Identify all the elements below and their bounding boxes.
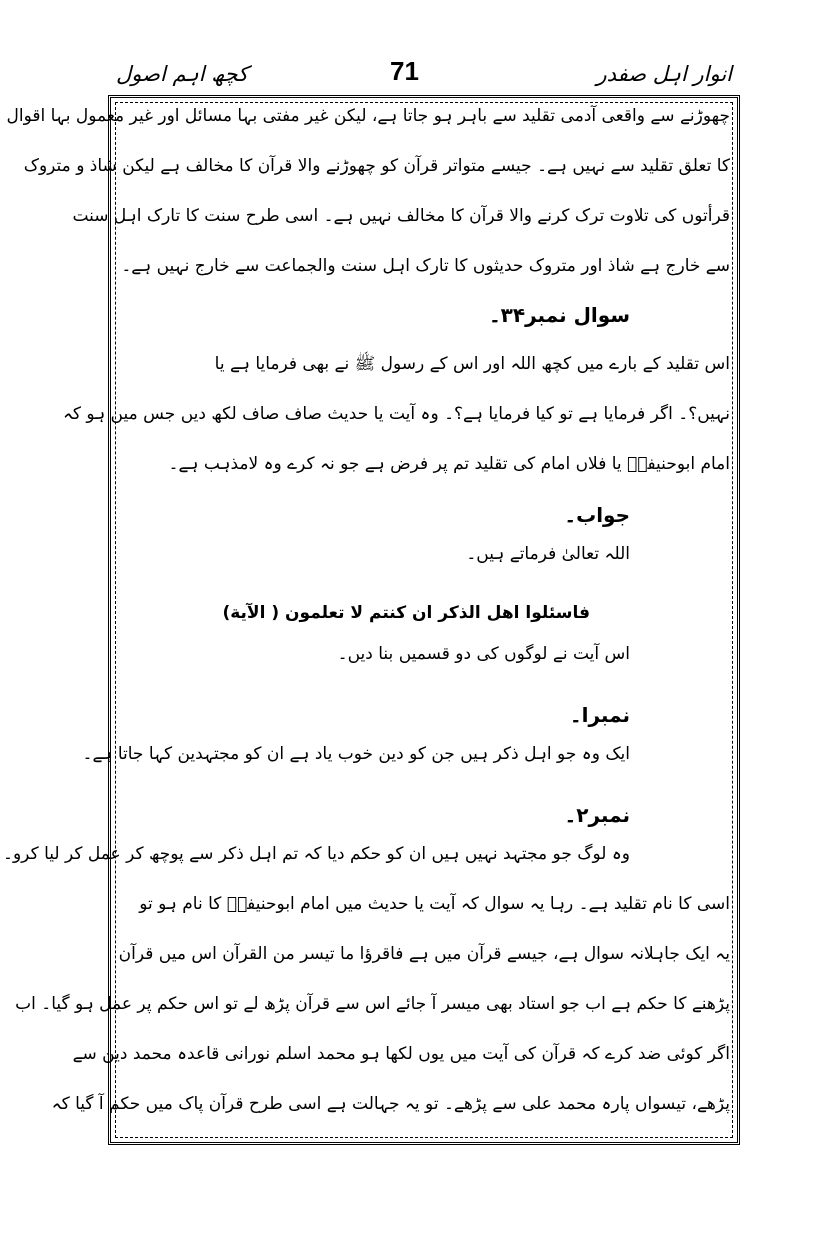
point-one-heading: نمبرا۔: [569, 703, 630, 727]
body-line: نہیں؟۔ اگر فرمایا ہے تو کیا فرمایا ہے؟۔ وہ آیت یا حدیث صاف صاف لکھ دیں جس میں ہو کہ: [62, 404, 730, 424]
body-line: اس آیت نے لوگوں کی دو قسمیں بنا دیں۔: [337, 644, 630, 664]
point-two-heading: نمبر۲۔: [564, 803, 630, 827]
body-line: اس تقلید کے بارے میں کچھ اللہ اور اس کے رسول ﷺ نے بھی فرمایا ہے یا: [214, 354, 730, 374]
chapter-title: کچھ اہم اصول: [116, 62, 249, 86]
body-line: امام ابوحنیفہؒ یا فلاں امام کی تقلید تم پر فرض ہے جو نہ کرے وہ لامذہب ہے۔: [168, 454, 730, 474]
body-line: چھوڑنے سے واقعی آدمی تقلید سے باہر ہو جاتا ہے، لیکن غیر مفتی بہا مسائل اور غیر معمول بہا اقوال: [6, 106, 730, 126]
quranic-verse: فاسئلوا اهل الذكر ان كنتم لا تعلمون ( الآية): [222, 603, 590, 623]
body-line: یہ ایک جاہلانہ سوال ہے، جیسے قرآن میں ہے فاقرؤا ما تیسر من القرآن اس میں قرآن: [118, 944, 730, 964]
body-line: وہ لوگ جو مجتہد نہیں ہیں ان کو حکم دیا کہ تم اہل ذکر سے پوچھ کر عمل کر لیا کرو۔: [3, 844, 630, 864]
answer-heading: جواب۔: [564, 503, 630, 527]
body-line: پڑھنے کا حکم ہے اب جو استاد بھی میسر آ جائے اس سے قرآن پڑھ لے تو اس حکم پر عمل ہو گیا۔ اب: [15, 994, 730, 1014]
body-line: اگر کوئی ضد کرے کہ قرآن کی آیت میں یوں لکھا ہو محمد اسلم نورانی قاعدہ محمد دین سے: [72, 1044, 730, 1064]
body-line: اللہ تعالیٰ فرماتے ہیں۔: [466, 544, 630, 564]
body-line: قرأتوں کی تلاوت ترک کرنے والا قرآن کا مخالف نہیں ہے۔ اسی طرح سنت کا تارک اہل سنت: [72, 206, 730, 226]
question-heading: سوال نمبر۳۴۔: [488, 303, 630, 327]
body-line: پڑھے، تیسواں پارہ محمد علی سے پڑھے۔ تو یہ جہالت ہے اسی طرح قرآن پاک میں حکم آ گیا کہ: [51, 1094, 730, 1114]
body-line: سے خارج ہے شاذ اور متروک حدیثوں کا تارک اہل سنت والجماعت سے خارج نہیں ہے۔: [121, 256, 730, 276]
body-line: کا تعلق تقلید سے نہیں ہے۔ جیسے متواتر قرآن کو چھوڑنے والا قرآن کا مخالف ہے لیکن شاذ و متروک: [23, 156, 730, 176]
body-line: اسی کا نام تقلید ہے۔ رہا یہ سوال کہ آیت یا حدیث میں امام ابوحنیفہؒ کا نام ہو تو: [139, 894, 730, 914]
page-number: 71: [390, 56, 419, 86]
book-title: انوار اہل صفدر: [596, 62, 732, 86]
body-line: ایک وہ جو اہل ذکر ہیں جن کو دین خوب یاد ہے ان کو مجتہدین کہا جاتا ہے۔: [82, 744, 630, 764]
page-header: [108, 52, 740, 96]
